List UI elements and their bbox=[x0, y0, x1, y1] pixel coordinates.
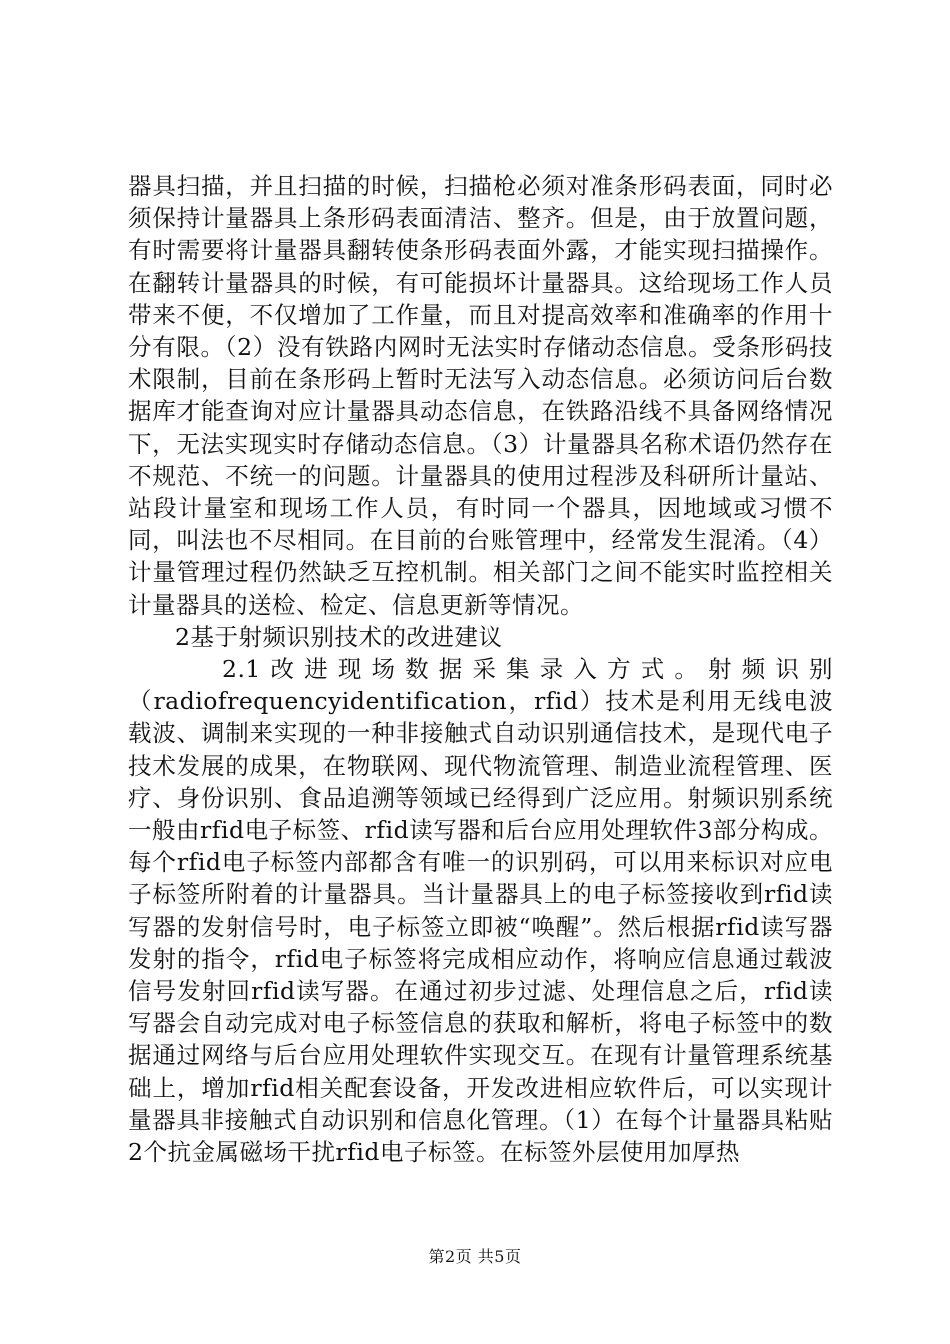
paragraph-continued: 器具扫描，并且扫描的时候，扫描枪必须对准条形码表面，同时必须保持计量器具上条形码表面清洁、整齐。但是，由于放置问题，有时需要将计量器具翻转使条形码表面外露，才能实现扫描操作。在翻转计量器具的时候，有可能损坏计量器具。这给现场工作人员带来不便，不仅增加了工作量，而且对提高效率和准确率的作用十分有限。（2）没有铁路内网时无法实时存储动态信息。受条形码技术限制，目前在条形码上暂时无法写入动态信息。必须访问后台数据库才能查询对应计量器具动态信息，在铁路沿线不具备网络情况下，无法实现实时存储动态信息。（3）计量器具名称术语仍然存在不规范、不统一的问题。计量器具的使用过程涉及科研所计量站、站段计量室和现场工作人员，有时同一个器具，因地域或习惯不同，叫法也不尽相同。在目前的台账管理中，经常发生混淆。（4）计量管理过程仍然缺乏互控机制。相关部门之间不能实时监控相关计量器具的送检、检定、信息更新等情况。 bbox=[128, 172, 833, 619]
paragraph-rfid: 2.1改进现场数据采集录入方式。射频识别（radiofrequencyidentification，rfid）技术是利用无线电波载波、调制来实现的一种非接触式自动识别通信技术，是现代电子技术发展的成果，在物联网、现代物流管理、制造业流程管理、医疗、身份识别、食品追溯等领域已经得到广泛应用。射频识别系统一般由rfid电子标签、rfid读写器和后台应用处理软件3部分构成。每个rfid电子标签内部都含有唯一的识别码，可以用来标识对应电子标签所附着的计量器具。当计量器具上的电子标签接收到rfid读写器的发射信号时，电子标签立即被“唤醒”。然后根据rfid读写器发射的指令，rfid电子标签将完成相应动作，将响应信息通过载波信号发射回rfid读写器。在通过初步过滤、处理信息之后，rfid读写器会自动完成对电子标签信息的获取和解析，将电子标签中的数据通过网络与后台应用处理软件实现交互。在现有计量管理系统基础上，增加rfid相关配套设备，开发改进相应软件后，可以实现计量器具非接触式自动识别和信息化管理。（1）在每个计量器具粘贴2个抗金属磁场干扰rfid电子标签。在标签外层使用加厚热 bbox=[128, 655, 833, 1167]
page-number: 第2页 共5页 bbox=[428, 1247, 522, 1266]
body-text bbox=[128, 170, 833, 1168]
section-heading: 2基于射频识别技术的改进建议 bbox=[175, 622, 503, 651]
